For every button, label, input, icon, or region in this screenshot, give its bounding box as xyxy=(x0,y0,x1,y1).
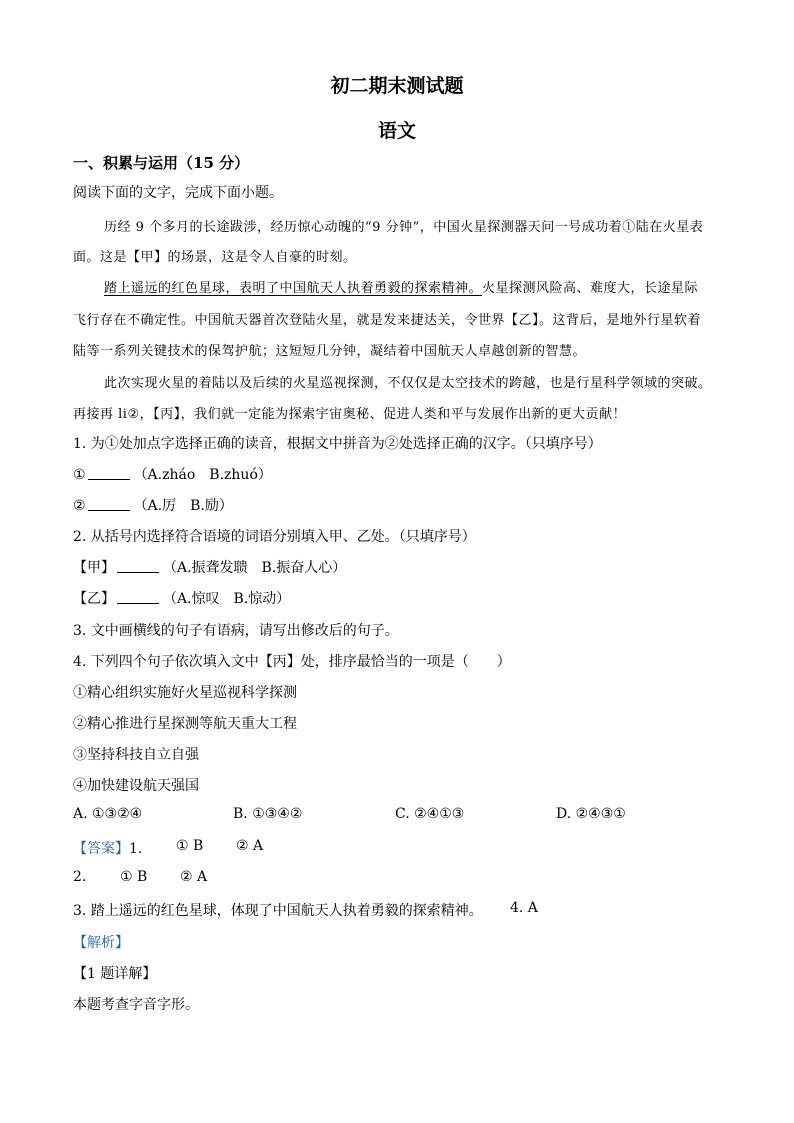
item-options: （A.厉 B.励） xyxy=(133,498,233,514)
item-options: （A.惊叹 B.惊动） xyxy=(163,591,291,607)
option-a: A. ①③②④ xyxy=(73,806,143,822)
sentence-2: ②精心推进行星探测等航天重大工程 xyxy=(73,716,297,732)
option-c: C. ②④①③ xyxy=(395,806,465,822)
answer-2-part-1: ① B xyxy=(120,869,148,885)
passage-p1-line2: 面。这是【甲】的场景，这是令人自豪的时刻。 xyxy=(73,250,357,265)
answer-line-1 xyxy=(73,838,142,858)
passage-p3-line1: 此次实现火星的着陆以及后续的火星巡视探测，不仅仅是太空技术的跨越，也是行星科学领域的突破。 xyxy=(104,376,712,391)
sentence-1: ①精心组织实施好火星巡视科学探测 xyxy=(73,685,297,701)
question-2: 2. 从括号内选择符合语境的词语分别填入甲、乙处。（只填序号） xyxy=(73,529,476,545)
underlined-sentence: 踏上遥远的红色星球，表明了中国航天人执着勇毅的探索精神。 xyxy=(104,281,483,296)
analysis-label: 【解析】 xyxy=(73,935,129,951)
item-options: （A.zháo B.zhuó） xyxy=(133,467,272,483)
answer-label: 【答案】 xyxy=(73,841,129,857)
answer-2-part-2: ② A xyxy=(180,869,208,885)
section-heading: 一、积累与运用（15 分） xyxy=(73,154,250,172)
item-marker: 【甲】 xyxy=(73,560,115,576)
detail-label: 【1 题详解】 xyxy=(73,966,157,982)
question-1-item-a xyxy=(73,464,272,484)
passage-p2-line1-rest: 火星探测风险高、难度大，长途星际 xyxy=(482,281,699,296)
sentence-3: ③坚持科技自立自强 xyxy=(73,747,199,763)
question-1: 1. 为①处加点字选择正确的读音，根据文中拼音为②处选择正确的汉字。（只填序号） xyxy=(73,436,602,452)
item-options: （A.振聋发聩 B.振奋人心） xyxy=(163,560,347,576)
answer-3: 3. 踏上遥远的红色星球，体现了中国航天人执着勇毅的探索精神。 xyxy=(73,903,483,919)
answer-1-number: 1. xyxy=(129,841,143,857)
page-subtitle: 语文 xyxy=(377,120,416,142)
page-title: 初二期末测试题 xyxy=(330,75,464,97)
passage-p2-line3: 陆等一系列关键技术的保驾护航；这短短几分钟，凝结着中国航天人卓越创新的智慧。 xyxy=(73,344,587,359)
answer-4: 4. A xyxy=(510,900,538,916)
item-marker: ② xyxy=(73,498,86,514)
passage-p3-line2: 再接再 li②，【丙】，我们就一定能为探索宇宙奥秘、促进人类和平与发展作出新的更大贡献！ xyxy=(73,407,627,422)
question-4: 4. 下列四个句子依次填入文中【丙】处，排序最恰当的一项是（ ） xyxy=(73,654,511,670)
answer-blank xyxy=(88,498,130,511)
answer-2-number: 2. xyxy=(73,869,87,885)
passage-p2-line1 xyxy=(104,277,698,296)
question-2-item-a xyxy=(73,557,346,577)
answer-blank xyxy=(117,591,159,604)
instruction-text: 阅读下面的文字，完成下面小题。 xyxy=(73,185,283,201)
question-2-item-b xyxy=(73,588,290,608)
passage-p1-line1: 历经 9 个多月的长途跋涉，经历惊心动魄的“9 分钟”，中国火星探测器天问一号成功着①陆在火星表 xyxy=(104,220,704,235)
sentence-4: ④加快建设航天强国 xyxy=(73,778,199,794)
question-1-item-b xyxy=(73,495,233,515)
question-3: 3. 文中画横线的句子有语病，请写出修改后的句子。 xyxy=(73,623,399,639)
option-d: D. ②④③① xyxy=(556,806,626,822)
answer-1-part-1: ① B xyxy=(176,838,204,854)
passage-p2-line2: 飞行存在不确定性。中国航天器首次登陆火星，就是发来捷达关，令世界【乙】。这背后，是地外行星软着 xyxy=(73,313,702,328)
item-marker: ① xyxy=(73,467,86,483)
item-marker: 【乙】 xyxy=(73,591,115,607)
detail-text: 本题考查字音字形。 xyxy=(73,997,199,1013)
answer-blank xyxy=(88,467,130,480)
answer-blank xyxy=(117,560,159,573)
option-b: B. ①③④② xyxy=(233,806,303,822)
answer-1-part-2: ② A xyxy=(236,838,264,854)
